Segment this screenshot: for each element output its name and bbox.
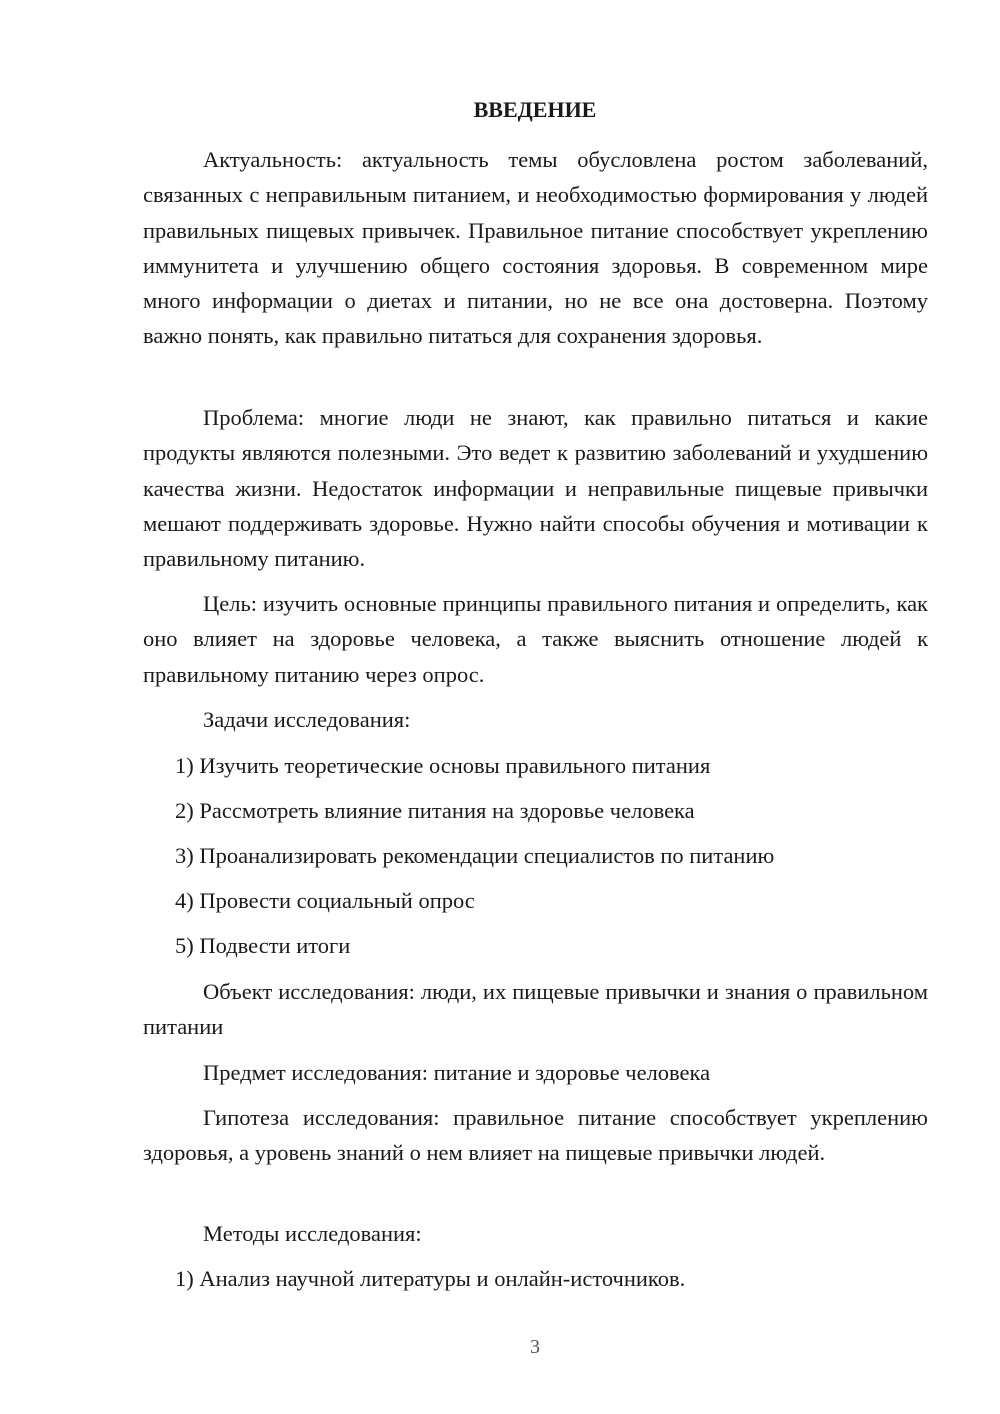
subject-paragraph: Предмет исследования: питание и здоровье человека bbox=[203, 1060, 711, 1085]
method-item: 1) Анализ научной литературы и онлайн-источников. bbox=[175, 1266, 686, 1291]
hypothesis-paragraph: Гипотеза исследования: правильное питание способствует укреплению здоровья, а уровень знаний о нем влияет на пищевые привычки людей. bbox=[143, 1105, 928, 1166]
page-number: 3 bbox=[530, 1336, 540, 1358]
goal-paragraph: Цель: изучить основные принципы правильного питания и определить, как оно влияет на здоровье человека, а также выяснить отношение людей к правильному питанию через опрос. bbox=[143, 591, 928, 687]
task-item: 3) Проанализировать рекомендации специалистов по питанию bbox=[175, 843, 775, 868]
task-item: 2) Рассмотреть влияние питания на здоровье человека bbox=[175, 798, 695, 823]
object-paragraph: Объект исследования: люди, их пищевые привычки и знания о правильном питании bbox=[143, 979, 928, 1040]
task-item: 5) Подвести итоги bbox=[175, 933, 351, 958]
problem-paragraph: Проблема: многие люди не знают, как правильно питаться и какие продукты являются полезными. Это ведет к развитию заболеваний и ухудшению качества жизни. Недостаток информации и неправильные пищевые привычки мешают поддерживать здоровье. Нужно найти способы обучения и мотивации к правильному питанию. bbox=[143, 405, 928, 572]
methods-heading: Методы исследования: bbox=[203, 1221, 422, 1246]
task-item: 4) Провести социальный опрос bbox=[175, 888, 475, 913]
task-item: 1) Изучить теоретические основы правильного питания bbox=[175, 753, 711, 778]
tasks-heading: Задачи исследования: bbox=[203, 707, 411, 732]
relevance-paragraph: Актуальность: актуальность темы обусловлена ростом заболеваний, связанных с неправильным питанием, и необходимостью формирования у людей правильных пищевых привычек. Правильное питание способствует укреплению иммунитета и улучшению общего состояния здоровья. В современном мире много информации о диетах и питании, но не все она достоверна. Поэтому важно понять, как правильно питаться для сохранения здоровья. bbox=[143, 147, 928, 349]
page-title: ВВЕДЕНИЕ bbox=[473, 97, 597, 122]
